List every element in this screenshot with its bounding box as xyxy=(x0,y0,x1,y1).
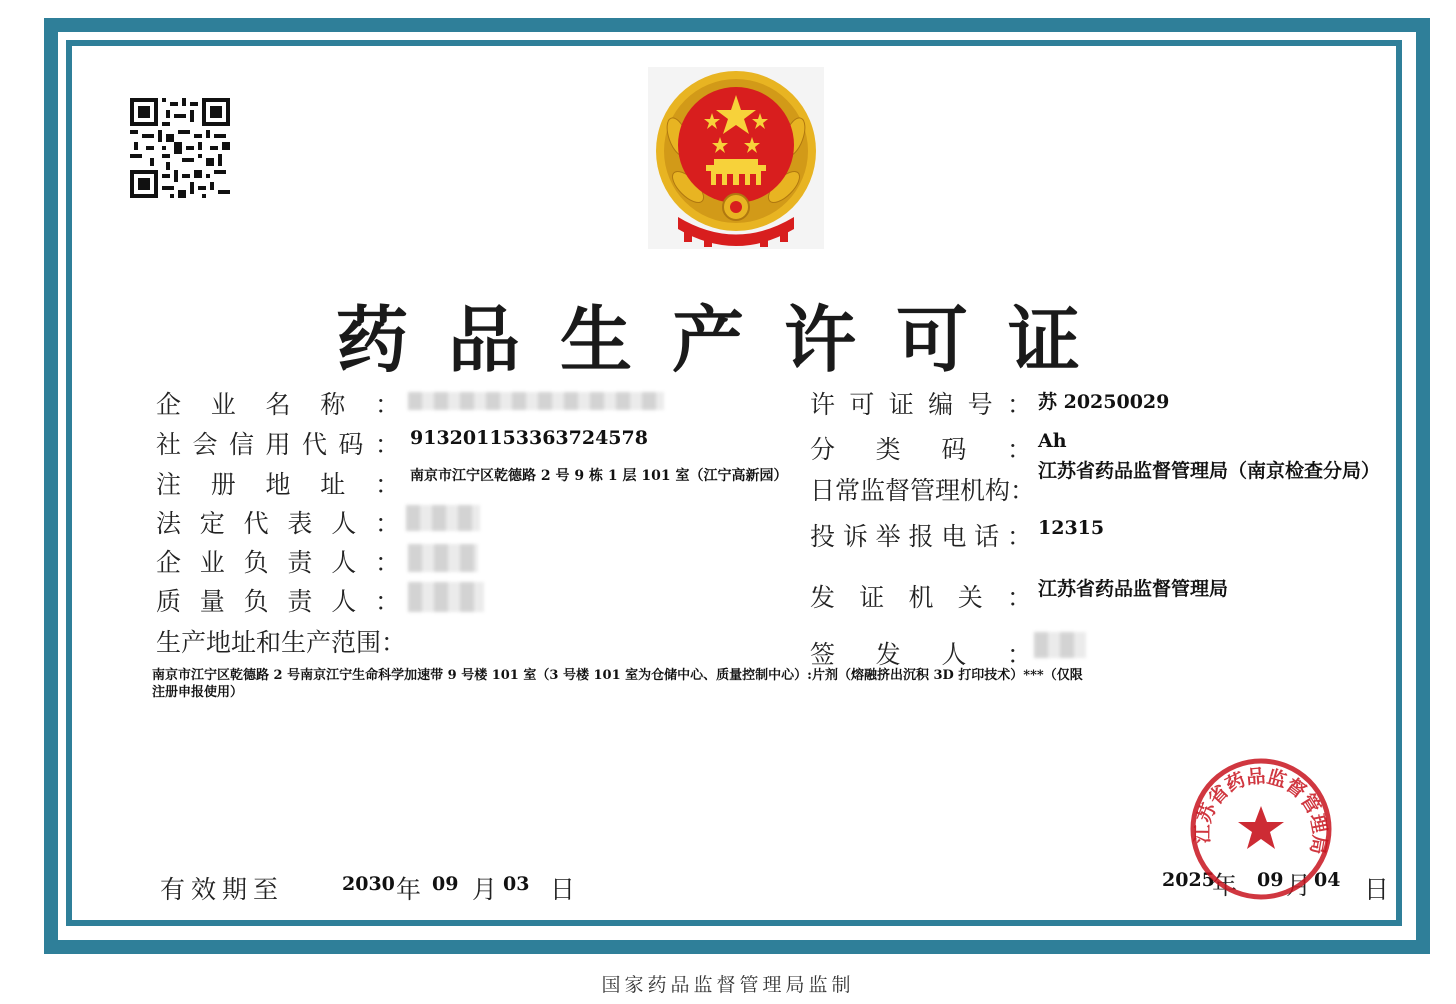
label-enterprise-head: 企 业 负 责 人 ： xyxy=(156,548,400,577)
issue-month-unit: 月 xyxy=(1286,871,1312,900)
redacted-quality-head xyxy=(408,582,484,612)
validity-year: 2030 xyxy=(342,873,395,895)
value-issuing-authority: 江苏省药品监督管理局 xyxy=(1038,578,1229,600)
seal-text: 江苏省药品监督管理局 xyxy=(1191,765,1331,857)
redacted-legal-representative xyxy=(406,505,480,531)
value-registered-address: 南京市江宁区乾德路 2 号 9 栋 1 层 101 室（江宁高新园） xyxy=(410,468,788,484)
national-emblem-icon xyxy=(648,67,824,249)
label-production-scope: 生产地址和生产范围： xyxy=(156,628,407,657)
footer-supervised-by: 国家药品监督管理局监制 xyxy=(601,974,855,996)
redacted-enterprise-name xyxy=(408,392,664,410)
validity-year-unit: 年 xyxy=(396,875,422,904)
value-credit-code: 913201153363724578 xyxy=(410,427,648,449)
value-complaint-phone: 12315 xyxy=(1038,517,1105,539)
label-complaint-phone: 投 诉 举 报 电 话 ： xyxy=(810,522,1032,551)
official-seal-stamp xyxy=(1186,754,1336,904)
value-category-code: Ah xyxy=(1038,430,1067,452)
label-registered-address: 注 册 地 址 ： xyxy=(156,470,400,499)
redacted-issuer xyxy=(1034,632,1086,658)
label-issuer: 签 发 人 ： xyxy=(810,640,1032,669)
issue-year: 2025 xyxy=(1162,869,1215,891)
label-issuing-authority: 发 证 机 关 ： xyxy=(810,583,1032,612)
label-supervisory-agency: 日常监督管理机构： xyxy=(810,476,1036,505)
issue-month: 09 xyxy=(1257,869,1284,891)
validity-day-unit: 日 xyxy=(550,875,576,904)
validity-month: 09 xyxy=(432,873,459,895)
label-enterprise-name: 企 业 名 称 ： xyxy=(156,390,400,419)
issue-day-unit: 日 xyxy=(1364,875,1390,904)
value-supervisory-agency: 江苏省药品监督管理局（南京检查分局） xyxy=(1038,460,1381,482)
label-license-number: 许 可 证 编 号 ： xyxy=(810,390,1032,419)
redacted-enterprise-head xyxy=(408,544,478,572)
label-credit-code: 社 会 信 用 代 码 ： xyxy=(156,430,400,459)
qr-code-icon[interactable] xyxy=(130,98,230,198)
validity-day: 03 xyxy=(503,873,530,895)
value-production-scope: 南京市江宁区乾德路 2 号南京江宁生命科学加速带 9 号楼 101 室（3 号楼 101 室为仓储中心、质量控制中心）:片剂（熔融挤出沉积 3D 打印技术）***（仅限注册申报使用） xyxy=(152,668,1083,700)
label-validity: 有效期至 xyxy=(160,875,285,904)
validity-month-unit: 月 xyxy=(472,875,498,904)
certificate-title: 药品生产许可证 xyxy=(335,298,1120,382)
label-category-code: 分 类 码 ： xyxy=(810,435,1032,464)
label-legal-representative: 法 定 代 表 人 ： xyxy=(156,509,400,538)
issue-day: 04 xyxy=(1314,869,1341,891)
label-quality-head: 质 量 负 责 人 ： xyxy=(156,587,400,616)
value-license-number: 苏 20250029 xyxy=(1038,391,1170,413)
issue-year-unit: 年 xyxy=(1212,871,1238,900)
